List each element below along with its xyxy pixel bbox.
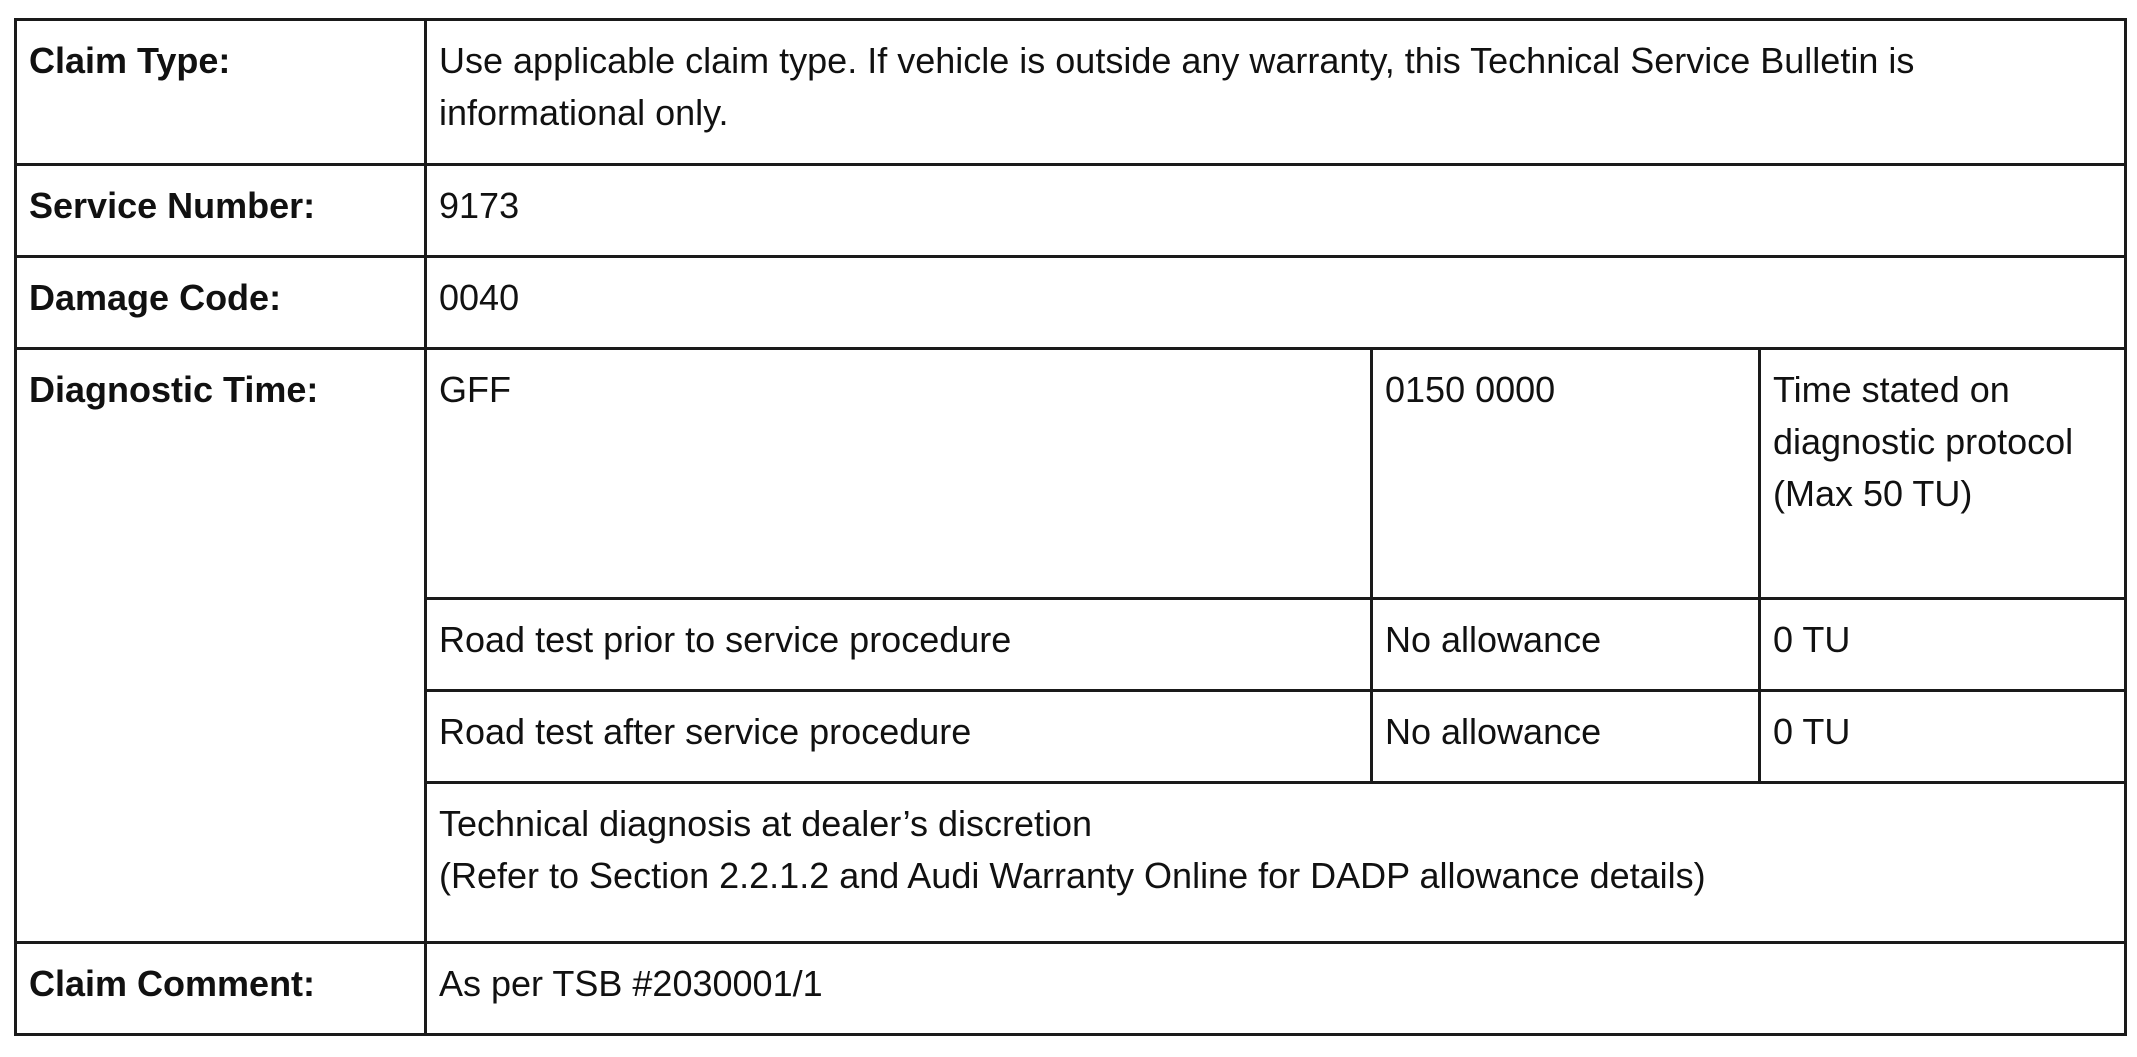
technical-diagnosis-line2: (Refer to Section 2.2.1.2 and Audi Warranty Online for DADP allowance details) xyxy=(439,855,1706,896)
technical-diagnosis-line1: Technical diagnosis at dealer’s discretion xyxy=(439,803,1093,844)
diagnostic-time-label: Diagnostic Time: xyxy=(16,349,426,943)
road-test-prior-description: Road test prior to service procedure xyxy=(426,599,1372,691)
diagnostic-code: 0150 0000 xyxy=(1372,349,1760,599)
diagnostic-time-value: Time stated on diagnostic protocol (Max 50 TU) xyxy=(1760,349,2126,599)
road-test-prior-time: 0 TU xyxy=(1760,599,2126,691)
road-test-prior-allowance: No allowance xyxy=(1372,599,1760,691)
service-number-value: 9173 xyxy=(426,165,2126,257)
claim-comment-label: Claim Comment: xyxy=(16,943,426,1035)
diagnostic-time-row xyxy=(16,349,2126,599)
road-test-after-allowance: No allowance xyxy=(1372,691,1760,783)
claim-type-row xyxy=(16,20,2126,165)
service-number-row xyxy=(16,165,2126,257)
service-number-label: Service Number: xyxy=(16,165,426,257)
claim-info-sheet xyxy=(14,18,2124,1034)
claim-type-value: Use applicable claim type. If vehicle is outside any warranty, this Technical Service Bulletin is informational only. xyxy=(426,20,2126,165)
diagnostic-description: GFF xyxy=(426,349,1372,599)
damage-code-value: 0040 xyxy=(426,257,2126,349)
claim-comment-row xyxy=(16,943,2126,1035)
damage-code-label: Damage Code: xyxy=(16,257,426,349)
claim-info-table xyxy=(14,18,2127,1036)
claim-comment-value: As per TSB #2030001/1 xyxy=(426,943,2126,1035)
claim-type-label: Claim Type: xyxy=(16,20,426,165)
damage-code-row xyxy=(16,257,2126,349)
road-test-after-time: 0 TU xyxy=(1760,691,2126,783)
technical-diagnosis-note xyxy=(426,783,2126,943)
road-test-after-description: Road test after service procedure xyxy=(426,691,1372,783)
